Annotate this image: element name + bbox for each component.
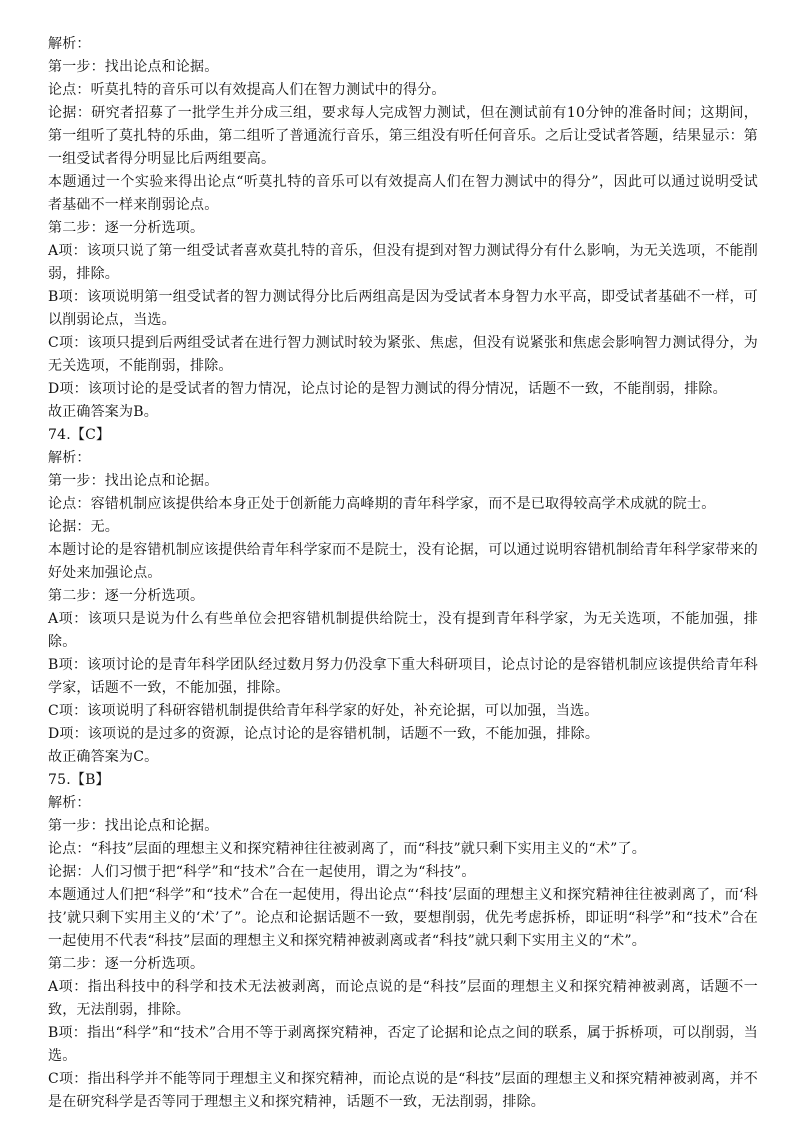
text-line: B项：该项讨论的是青年科学团队经过数月努力仍没拿下重大科研项目，论点讨论的是容错机制应该提供给青年科学家，话题不一致，不能加强，排除。 [48, 657, 758, 696]
text-line: 第一步：找出论点和论据。 [48, 473, 219, 489]
text-line: 解析： [48, 450, 91, 466]
text-line: 论点：听莫扎特的音乐可以有效提高人们在智力测试中的得分。 [48, 82, 446, 98]
text-line: C项：该项说明了科研容错机制提供给青年科学家的好处，补充论据，可以加强，当选。 [48, 703, 599, 719]
text-line: 第二步：逐一分析选项。 [48, 956, 205, 972]
text-line: 本题讨论的是容错机制应该提供给青年科学家而不是院士，没有论据，可以通过说明容错机制给青年科学家带来的好处来加强论点。 [48, 542, 758, 581]
text-line: C项：该项只提到后两组受试者在进行智力测试时较为紧张、焦虑，但没有说紧张和焦虑会影响智力测试得分，为无关选项，不能削弱，排除。 [48, 335, 758, 374]
text-line: 第一步：找出论点和论据。 [48, 59, 219, 75]
text-line: A项：指出科技中的科学和技术无法被剥离，而论点说的是“科技”层面的理想主义和探究精神被剥离，话题不一致，无法削弱，排除。 [48, 979, 758, 1018]
text-line: 故正确答案为C。 [48, 749, 159, 765]
text-line: 论据：无。 [48, 519, 119, 535]
text-line: D项：该项讨论的是受试者的智力情况，论点讨论的是智力测试的得分情况，话题不一致，不能削弱，排除。 [48, 381, 727, 397]
text-line: A项：该项只说了第一组受试者喜欢莫扎特的音乐，但没有提到对智力测试得分有什么影响，为无关选项，不能削弱，排除。 [48, 243, 758, 282]
text-line: 第二步：逐一分析选项。 [48, 588, 205, 604]
text-line: 第二步：逐一分析选项。 [48, 220, 205, 236]
question-number: 75.【B】 [48, 772, 110, 788]
text-line: 论点：“科技”层面的理想主义和探究精神往往被剥离了，而“科技”就只剩下实用主义的“术”了。 [48, 841, 646, 857]
question-number: 74.【C】 [48, 427, 111, 443]
text-line: D项：该项说的是过多的资源，论点讨论的是容错机制，话题不一致，不能加强，排除。 [48, 726, 600, 742]
text-line: 解析： [48, 795, 91, 811]
text-line: B项：该项说明第一组受试者的智力测试得分比后两组高是因为受试者本身智力水平高，即受试者基础不一样，可以削弱论点，当选。 [48, 289, 758, 328]
text-line: 本题通过一个实验来得出论点“听莫扎特的音乐可以有效提高人们在智力测试中的得分”，因此可以通过说明受试者基础不一样来削弱论点。 [48, 174, 758, 213]
text-line: 论点：容错机制应该提供给本身正处于创新能力高峰期的青年科学家，而不是已取得较高学术成就的院士。 [48, 496, 716, 512]
text-line: A项：该项只是说为什么有些单位会把容错机制提供给院士，没有提到青年科学家，为无关选项，不能加强，排除。 [48, 611, 758, 650]
text-line: C项：指出科学并不能等同于理想主义和探究精神，而论点说的是“科技”层面的理想主义和探究精神被剥离，并不是在研究科学是否等同于理想主义和探究精神，话题不一致，无法削弱，排除。 [48, 1071, 758, 1110]
answer-explanation-document [48, 33, 758, 1114]
text-line: B项：指出“科学”和“技术”合用不等于剥离探究精神，否定了论据和论点之间的联系，属于拆桥项，可以削弱，当选。 [48, 1025, 758, 1064]
text-line: 故正确答案为B。 [48, 404, 158, 420]
text-line: 本题通过人们把“科学”和“技术”合在一起使用，得出论点“‘科技’层面的理想主义和探究精神往往被剥离了，而‘科技’就只剩下实用主义的‘术’了”。论点和论据话题不一致，要想削弱，优先考虑拆桥，即证明“科学”和“技术”合在一起使用不代表“科技”层面的理想主义和探究精神被剥离或者“科技”就只剩下实用主义的“术”。 [48, 887, 758, 949]
text-line: 论据：研究者招募了一批学生并分成三组，要求每人完成智力测试，但在测试前有10分钟的准备时间；这期间，第一组听了莫扎特的乐曲，第二组听了普通流行音乐，第三组没有听任何音乐。之后让受试者答题，结果显示：第一组受试者得分明显比后两组要高。 [48, 105, 758, 167]
text-line: 解析： [48, 36, 91, 52]
text-line: 第一步：找出论点和论据。 [48, 818, 219, 834]
text-line: 论据：人们习惯于把“科学”和“技术”合在一起使用，谓之为“科技”。 [48, 864, 476, 880]
